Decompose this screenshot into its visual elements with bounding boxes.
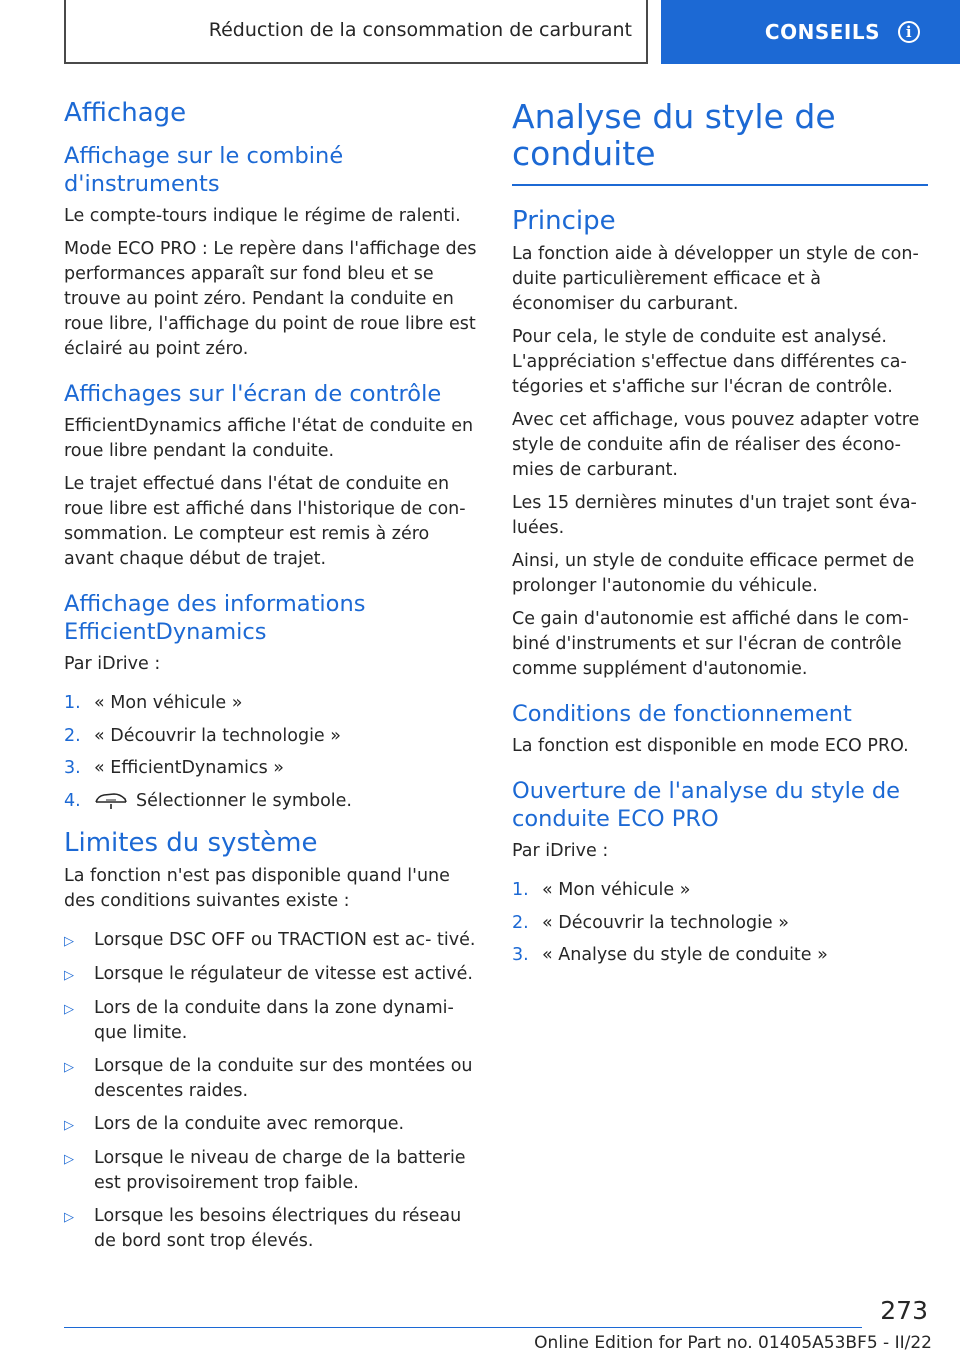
list-item: ▷ Lors de la conduite avec remorque.	[64, 1113, 405, 1134]
paragraph: Ce gain d'autonomie est affiché dans le com‐ biné d'instruments et sur l'écran de contrôle comme supplément d'autonomie.	[512, 609, 909, 679]
paragraph: Le compte-tours indique le régime de ralenti.	[64, 206, 461, 226]
list-item: 2. « Découvrir la technologie »	[64, 725, 341, 746]
chapter-tab-label: CONSEILS	[764, 20, 880, 44]
heading-ecran: Affichages sur l'écran de contrôle	[64, 381, 442, 407]
paragraph: La fonction n'est pas disponible quand l'une des conditions suivantes existe :	[64, 865, 450, 911]
running-header	[64, 0, 648, 64]
list-item: ▷ Lorsque les besoins électriques du réseau de bord sont trop élevés.	[64, 1205, 462, 1251]
heading-analyse: Analyse du style de conduite	[512, 97, 836, 173]
steps-list	[64, 691, 480, 814]
paragraph: Le trajet effectué dans l'état de conduite en roue libre est affiché dans l'historique de con‐ sommation. Le compteur est remis à zéro avant chaque début de trajet.	[64, 474, 466, 569]
list-item: 3. « EfficientDynamics »	[64, 758, 285, 778]
steps-list	[512, 878, 928, 968]
list-item: 3. « Analyse du style de conduite »	[512, 945, 828, 965]
list-item: ▷ Lorsque le régulateur de vitesse est activé.	[64, 963, 473, 984]
list-item: ▷ Lorsque le niveau de charge de la batterie est provisoirement trop faible.	[64, 1147, 466, 1193]
heading-infos: Affichage des informations EfficientDynamics	[64, 591, 366, 645]
list-item: 1. « Mon véhicule »	[64, 693, 243, 713]
chapter-tab[interactable]	[661, 0, 960, 64]
left-column	[64, 98, 480, 1262]
list-item: ▷ Lors de la conduite dans la zone dynami‐ que limite.	[64, 997, 454, 1043]
page-number: 273	[880, 1296, 928, 1325]
heading-ouverture: Ouverture de l'analyse du style de conduite ECO PRO	[512, 778, 900, 832]
list-item: 2. « Découvrir la technologie »	[512, 912, 789, 933]
paragraph: Par iDrive :	[512, 841, 609, 861]
list-item: ▷ Lorsque de la conduite sur des montées ou descentes raides.	[64, 1055, 473, 1101]
heading-affichage: Affichage	[64, 98, 187, 128]
list-item: ▷ Lorsque DSC OFF ou TRACTION est ac‐ tivé.	[64, 929, 476, 950]
heading-rule	[512, 184, 928, 186]
heading-limites: Limites du système	[64, 827, 318, 858]
paragraph: Les 15 dernières minutes d'un trajet sont éva‐ luées.	[512, 493, 917, 538]
paragraph: Par iDrive :	[64, 654, 161, 674]
edition-footer: Online Edition for Part no. 01405A53BF5 - II/22	[534, 1333, 932, 1353]
right-column	[512, 98, 928, 982]
paragraph: Avec cet affichage, vous pouvez adapter votre style de conduite afin de réaliser des écono‐ mies de carburant.	[512, 410, 920, 480]
paragraph: La fonction aide à développer un style de con‐ duite particulièrement efficace et à économiser du carburant.	[512, 244, 919, 314]
paragraph: Ainsi, un style de conduite efficace permet de prolonger l'autonomie du véhicule.	[512, 551, 915, 596]
info-icon: i	[898, 21, 920, 43]
paragraph: La fonction est disponible en mode ECO PRO.	[512, 736, 909, 756]
footer-rule	[64, 1327, 862, 1328]
list-item: 1. « Mon véhicule »	[512, 880, 691, 900]
list-item: 4. Sélectionner le symbole.	[64, 790, 352, 811]
paragraph: Mode ECO PRO : Le repère dans l'affichage des performances apparaît sur fond bleu et se trouve au point zéro. Pendant la conduite en roue libre, l'affichage du point de roue libre est éclairé au point zéro.	[64, 239, 477, 359]
paragraph: Pour cela, le style de conduite est analysé. L'appréciation s'effectue dans différentes ca‐ tégories et s'affiche sur l'écran de contrôle.	[512, 327, 907, 397]
coasting-car-icon	[94, 790, 128, 810]
heading-conditions: Conditions de fonctionnement	[512, 701, 852, 727]
paragraph: EfficientDynamics affiche l'état de conduite en roue libre pendant la conduite.	[64, 416, 474, 461]
heading-combine: Affichage sur le combiné d'instruments	[64, 143, 344, 197]
heading-principe: Principe	[512, 206, 616, 236]
section-title: Réduction de la consommation de carburant	[208, 19, 632, 41]
conditions-list	[64, 928, 480, 1254]
